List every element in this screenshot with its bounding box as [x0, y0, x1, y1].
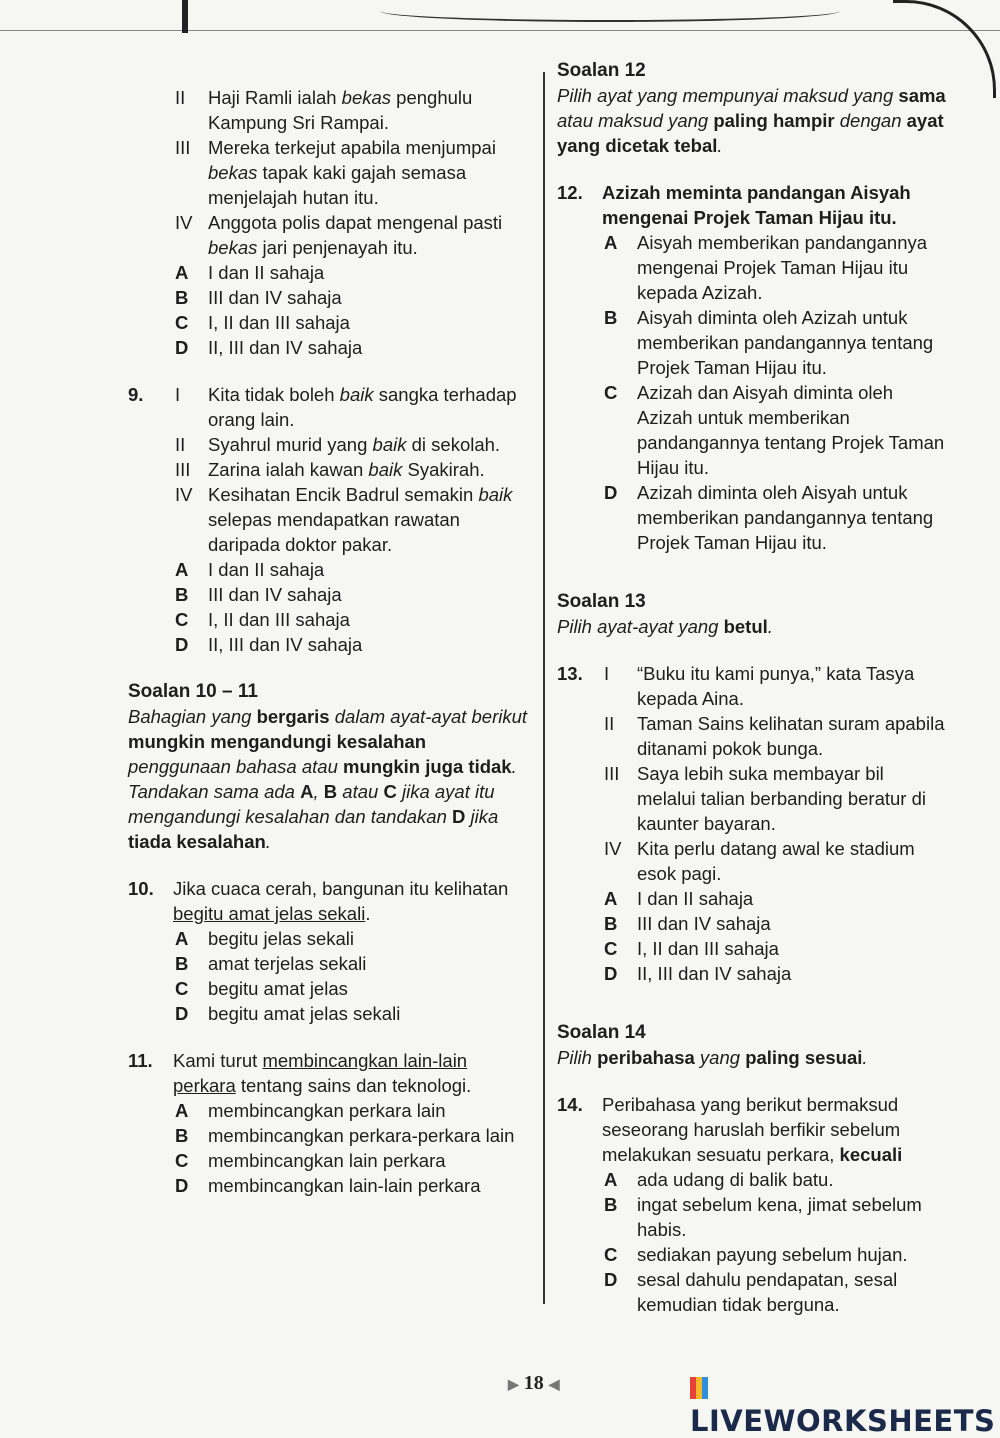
sec12-instr-italic: atau maksud yang: [557, 110, 714, 131]
sec1011-instr-italic: atau: [337, 781, 384, 802]
q12-option-b: [557, 305, 947, 380]
q8-statement-numeral: II: [175, 87, 186, 108]
q8-option-d: [128, 335, 530, 360]
q12-text: Azizah meminta pandangan Aisyah mengenai Projek Taman Hijau itu.: [602, 182, 911, 228]
q13-option-b: [557, 911, 947, 936]
q11-option-a: [128, 1098, 530, 1123]
section-10-11: [128, 679, 530, 854]
q9-statement-text: Zarina ialah kawan: [208, 459, 369, 480]
q8-statement-text: Haji Ramli ialah: [208, 87, 342, 108]
sec1011-instr-italic: jika: [465, 806, 499, 827]
q9-statement: [128, 382, 530, 432]
q9-statement-text: Syakirah.: [402, 459, 485, 480]
q10-option-a: [128, 926, 530, 951]
section-13-instructions: [557, 614, 947, 639]
sec12-instr-bold: ayat yang dicetak tebal: [557, 110, 944, 156]
q11-underlined: membincangkan lain-lain perkara: [173, 1050, 468, 1096]
sec1011-instr-bold: bergaris: [256, 706, 330, 727]
q14-option-letter: D: [604, 1269, 618, 1290]
q9-number: 9.: [128, 384, 144, 405]
q12-options: [557, 230, 947, 555]
sec1011-instr-bold: mungkin mengandungi kesalahan: [128, 731, 427, 752]
q13-statements: [557, 661, 947, 886]
sec1011-instr-bold: A: [300, 781, 314, 802]
q13-statement-numeral: III: [604, 763, 620, 784]
q10-option-text: begitu amat jelas: [208, 978, 348, 999]
q9-statement: [128, 482, 530, 557]
q14-kecuali: kecuali: [839, 1144, 903, 1165]
question-10: [128, 876, 530, 1026]
q8-statement: [128, 210, 530, 260]
q9-statement-numeral: I: [175, 384, 181, 405]
q8-option-text: II, III dan IV sahaja: [208, 337, 363, 358]
sec14-instr-bold: peribahasa: [597, 1047, 695, 1068]
q13-option-text: I, II dan III sahaja: [637, 938, 779, 959]
q13-option-text: I dan II sahaja: [637, 888, 754, 909]
sec14-instr-italic: yang: [694, 1047, 746, 1068]
sec12-instr-italic: Pilih ayat yang mempunyai maksud yang: [557, 85, 899, 106]
q14-options: [557, 1167, 947, 1317]
q13-statement-numeral: I: [604, 663, 610, 684]
sec1011-instr-italic: ,: [313, 781, 324, 802]
q8-options: [128, 260, 530, 360]
q9-statement-text: Syahrul murid yang: [208, 434, 373, 455]
q12-option-c: [557, 380, 947, 480]
q9-options: [128, 557, 530, 657]
q9-statement-text: sangka terhadap orang lain.: [208, 384, 517, 430]
question-8-continued: [128, 85, 530, 360]
page-number: [508, 1372, 560, 1395]
q14-text: [557, 1092, 947, 1167]
sec14-instr-italic: .: [862, 1047, 868, 1068]
q13-statement-text: Taman Sains kelihatan suram apabila ditanami pokok bunga.: [637, 713, 945, 759]
q13-statement-numeral: IV: [604, 838, 622, 859]
q11-option-text: membincangkan perkara lain: [208, 1100, 446, 1121]
sec12-instr-bold: sama: [898, 85, 946, 106]
question-12: [557, 180, 947, 555]
q8-option-text: I, II dan III sahaja: [208, 312, 350, 333]
q10-option-d: [128, 1001, 530, 1026]
q8-statement-numeral: III: [175, 137, 191, 158]
q8-option-text: I dan II sahaja: [208, 262, 325, 283]
q12-option-letter: D: [604, 482, 618, 503]
q10-option-letter: D: [175, 1003, 189, 1024]
q9-statement-italic: baik: [339, 384, 374, 405]
q11-number: 11.: [128, 1050, 153, 1071]
section-14: [557, 1020, 947, 1070]
q9-option-text: II, III dan IV sahaja: [208, 634, 363, 655]
sec1011-instr-italic: penggunaan bahasa atau: [128, 756, 344, 777]
q11-option-letter: D: [175, 1175, 189, 1196]
q14-option-text: ada udang di balik batu.: [637, 1169, 834, 1190]
q13-statement: [557, 711, 947, 761]
q11-option-b: [128, 1123, 530, 1148]
q8-statement-italic: bekas: [208, 162, 258, 183]
q10-option-letter: B: [175, 953, 189, 974]
q13-option-text: III dan IV sahaja: [637, 913, 771, 934]
q11-option-letter: A: [175, 1100, 189, 1121]
q11-option-text: membincangkan perkara-perkara lain: [208, 1125, 515, 1146]
column-divider: [543, 72, 545, 1304]
question-13: [557, 661, 947, 986]
q14-option-c: [557, 1242, 947, 1267]
q11-options: [128, 1098, 530, 1198]
q12-option-d: [557, 480, 947, 555]
q8-option-letter: C: [175, 312, 189, 333]
section-14-instructions: [557, 1045, 947, 1070]
sec1011-instr-italic: jika ayat itu mengandungi kesalahan dan tandakan: [128, 781, 495, 827]
q8-option-c: [128, 310, 530, 335]
q8-option-letter: B: [175, 287, 189, 308]
q9-statement-text: di sekolah.: [406, 434, 501, 455]
q8-statement-numeral: IV: [175, 212, 193, 233]
sec13-instr-italic: Pilih ayat-ayat yang: [557, 616, 724, 637]
q11-option-letter: B: [175, 1125, 189, 1146]
q8-option-b: [128, 285, 530, 310]
left-column: [128, 85, 530, 1198]
q12-option-letter: C: [604, 382, 618, 403]
question-11: [128, 1048, 530, 1198]
binder-mark: [182, 0, 188, 33]
q14-option-a: [557, 1167, 947, 1192]
sec13-instr-bold: betul: [723, 616, 768, 637]
q13-option-a: [557, 886, 947, 911]
q11-option-text: membincangkan lain-lain perkara: [208, 1175, 481, 1196]
q10-options: [128, 926, 530, 1026]
q10-underlined: begitu amat jelas sekali: [173, 903, 366, 924]
q9-statement-text: Kesihatan Encik Badrul semakin: [208, 484, 479, 505]
q8-option-a: [128, 260, 530, 285]
sec1011-instr-italic: .: [265, 831, 271, 852]
q9-statements: [128, 382, 530, 557]
q9-statement-numeral: III: [175, 459, 191, 480]
q9-statement: [128, 457, 530, 482]
sec12-instr-bold: paling hampir: [713, 110, 835, 131]
q8-option-letter: A: [175, 262, 189, 283]
q11-option-d: [128, 1173, 530, 1198]
q11-text: [128, 1048, 530, 1098]
section-13-title: Soalan 13: [557, 591, 646, 612]
q10-option-b: [128, 951, 530, 976]
q11-option-letter: C: [175, 1150, 189, 1171]
sec1011-instr-italic: dalam ayat-ayat berikut: [329, 706, 528, 727]
q8-statement-text: Anggota polis dapat mengenal pasti: [208, 212, 503, 233]
q14-option-d: [557, 1267, 947, 1317]
sec12-instr-italic: .: [717, 135, 723, 156]
q9-statement-italic: baik: [368, 459, 403, 480]
q10-option-text: begitu amat jelas sekali: [208, 1003, 401, 1024]
q13-statement-numeral: II: [604, 713, 615, 734]
q13-options: [557, 886, 947, 986]
q8-option-letter: D: [175, 337, 189, 358]
q12-option-text: Azizah dan Aisyah diminta oleh Azizah untuk memberikan pandangannya tentang Projek Taman Hijau itu.: [637, 382, 945, 478]
q8-statement-text: jari penjenayah itu.: [257, 237, 418, 258]
q8-option-text: III dan IV sahaja: [208, 287, 342, 308]
q9-statement-italic: baik: [478, 484, 513, 505]
q10-text: [128, 876, 530, 926]
q13-statement: [557, 661, 947, 711]
section-14-title: Soalan 14: [557, 1022, 646, 1043]
right-column: [557, 58, 947, 1317]
q9-option-text: III dan IV sahaja: [208, 584, 342, 605]
page-number-text: 18: [523, 1372, 544, 1394]
q10-text-pre: Jika cuaca cerah, bangunan itu kelihatan: [173, 878, 509, 899]
q9-option-text: I, II dan III sahaja: [208, 609, 350, 630]
section-10-11-instructions: [128, 704, 530, 854]
q11-text-pre: Kami turut: [173, 1050, 263, 1071]
q9-statement-text: Kita tidak boleh: [208, 384, 340, 405]
q12-option-letter: A: [604, 232, 618, 253]
sec1011-instr-bold: mungkin juga tidak: [343, 756, 512, 777]
q13-statement-text: Saya lebih suka membayar bil melalui talian berbanding beratur di kaunter bayaran.: [637, 763, 926, 834]
q14-option-letter: B: [604, 1194, 618, 1215]
section-10-11-title: Soalan 10 – 11: [128, 681, 258, 702]
section-13: [557, 589, 947, 639]
q8-statement-text: Mereka terkejut apabila menjumpai: [208, 137, 496, 158]
sec1011-instr-bold: tiada kesalahan: [128, 831, 266, 852]
q14-option-text: sesal dahulu pendapatan, sesal kemudian tidak berguna.: [637, 1269, 898, 1315]
q12-option-letter: B: [604, 307, 618, 328]
q8-statement: [128, 85, 530, 135]
q11-option-c: [128, 1148, 530, 1173]
liveworksheets-logo[interactable]: [690, 1370, 1000, 1438]
q9-option-d: [128, 632, 530, 657]
triangle-left-icon: ◀: [548, 1378, 560, 1393]
q12-option-a: [557, 230, 947, 305]
question-14: [557, 1092, 947, 1317]
q13-statement: [557, 761, 947, 836]
sec1011-instr-bold: D: [452, 806, 466, 827]
q12-option-text: Aisyah memberikan pandangannya mengenai Projek Taman Hijau itu kepada Azizah.: [637, 232, 928, 303]
q9-option-a: [128, 557, 530, 582]
q8-statement-text: tapak kaki gajah semasa menjelajah hutan itu.: [208, 162, 467, 208]
q12-option-text: Azizah diminta oleh Aisyah untuk memberikan pandangannya tentang Projek Taman Hijau itu.: [637, 482, 934, 553]
q14-number: 14.: [557, 1094, 583, 1115]
q8-statement-italic: bekas: [341, 87, 392, 108]
q12-option-text: Aisyah diminta oleh Azizah untuk memberikan pandangannya tentang Projek Taman Hijau itu.: [637, 307, 934, 378]
q9-statement-text: selepas mendapatkan rawatan daripada doktor pakar.: [208, 509, 460, 555]
q9-statement-numeral: IV: [175, 484, 193, 505]
q13-option-letter: B: [604, 913, 618, 934]
q13-option-text: II, III dan IV sahaja: [637, 963, 792, 984]
q10-text-post: .: [365, 903, 371, 924]
q14-option-b: [557, 1192, 947, 1242]
liveworksheets-icon: [690, 1377, 708, 1399]
q13-statement: [557, 836, 947, 886]
sec1011-instr-bold: B: [323, 781, 338, 802]
page-edge-line: [0, 30, 1000, 31]
section-12: [557, 58, 947, 158]
q9-option-letter: D: [175, 634, 189, 655]
q13-option-letter: A: [604, 888, 618, 909]
q14-text-pre: Peribahasa yang berikut bermaksud seseorang haruslah berfikir sebelum melakukan sesuatu perkara,: [602, 1094, 901, 1165]
sec1011-instr-bold: C: [383, 781, 397, 802]
sec13-instr-italic: .: [767, 616, 773, 637]
q13-statement-text: Kita perlu datang awal ke stadium esok pagi.: [637, 838, 915, 884]
q11-text-post: tentang sains dan teknologi.: [235, 1075, 472, 1096]
sec12-instr-italic: dengan: [834, 110, 907, 131]
q9-option-text: I dan II sahaja: [208, 559, 325, 580]
q8-statement-text: penghulu Kampung Sri Rampai.: [208, 87, 473, 133]
q13-statement-text: “Buku itu kami punya,” kata Tasya kepada Aina.: [637, 663, 915, 709]
q13-option-letter: D: [604, 963, 618, 984]
q11-option-text: membincangkan lain perkara: [208, 1150, 446, 1171]
q10-number: 10.: [128, 878, 154, 899]
triangle-right-icon: ▶: [508, 1378, 519, 1393]
q14-option-text: ingat sebelum kena, jimat sebelum habis.: [637, 1194, 922, 1240]
q9-option-letter: B: [175, 584, 189, 605]
q10-option-text: begitu jelas sekali: [208, 928, 355, 949]
q13-option-c: [557, 936, 947, 961]
sec14-instr-italic: Pilih: [557, 1047, 598, 1068]
q9-option-b: [128, 582, 530, 607]
q10-option-letter: C: [175, 978, 189, 999]
q9-option-letter: A: [175, 559, 189, 580]
q14-option-letter: A: [604, 1169, 618, 1190]
q13-option-d: [557, 961, 947, 986]
q8-statement-italic: bekas: [208, 237, 258, 258]
q14-option-text: sediakan payung sebelum hujan.: [637, 1244, 908, 1265]
q9-option-c: [128, 607, 530, 632]
q13-number: 13.: [557, 663, 583, 684]
sec1011-instr-italic: . Tandakan sama ada: [128, 756, 517, 802]
q10-option-text: amat terjelas sekali: [208, 953, 367, 974]
q9-option-letter: C: [175, 609, 189, 630]
section-12-title: Soalan 12: [557, 60, 646, 81]
q12-number: 12.: [557, 182, 583, 203]
q8-statements: [128, 85, 530, 260]
sec14-instr-bold: paling sesuai: [745, 1047, 863, 1068]
q9-statement-numeral: II: [175, 434, 186, 455]
section-12-instructions: [557, 83, 947, 158]
q13-option-letter: C: [604, 938, 618, 959]
page-curl: [380, 0, 840, 22]
q14-option-letter: C: [604, 1244, 618, 1265]
q10-option-c: [128, 976, 530, 1001]
question-9: [128, 382, 530, 657]
q9-statement: [128, 432, 530, 457]
q8-statement: [128, 135, 530, 210]
sec1011-instr-italic: Bahagian yang: [128, 706, 257, 727]
brand-text: LIVEWORKSHEETS: [690, 1404, 996, 1438]
q9-statement-italic: baik: [372, 434, 407, 455]
q10-option-letter: A: [175, 928, 189, 949]
